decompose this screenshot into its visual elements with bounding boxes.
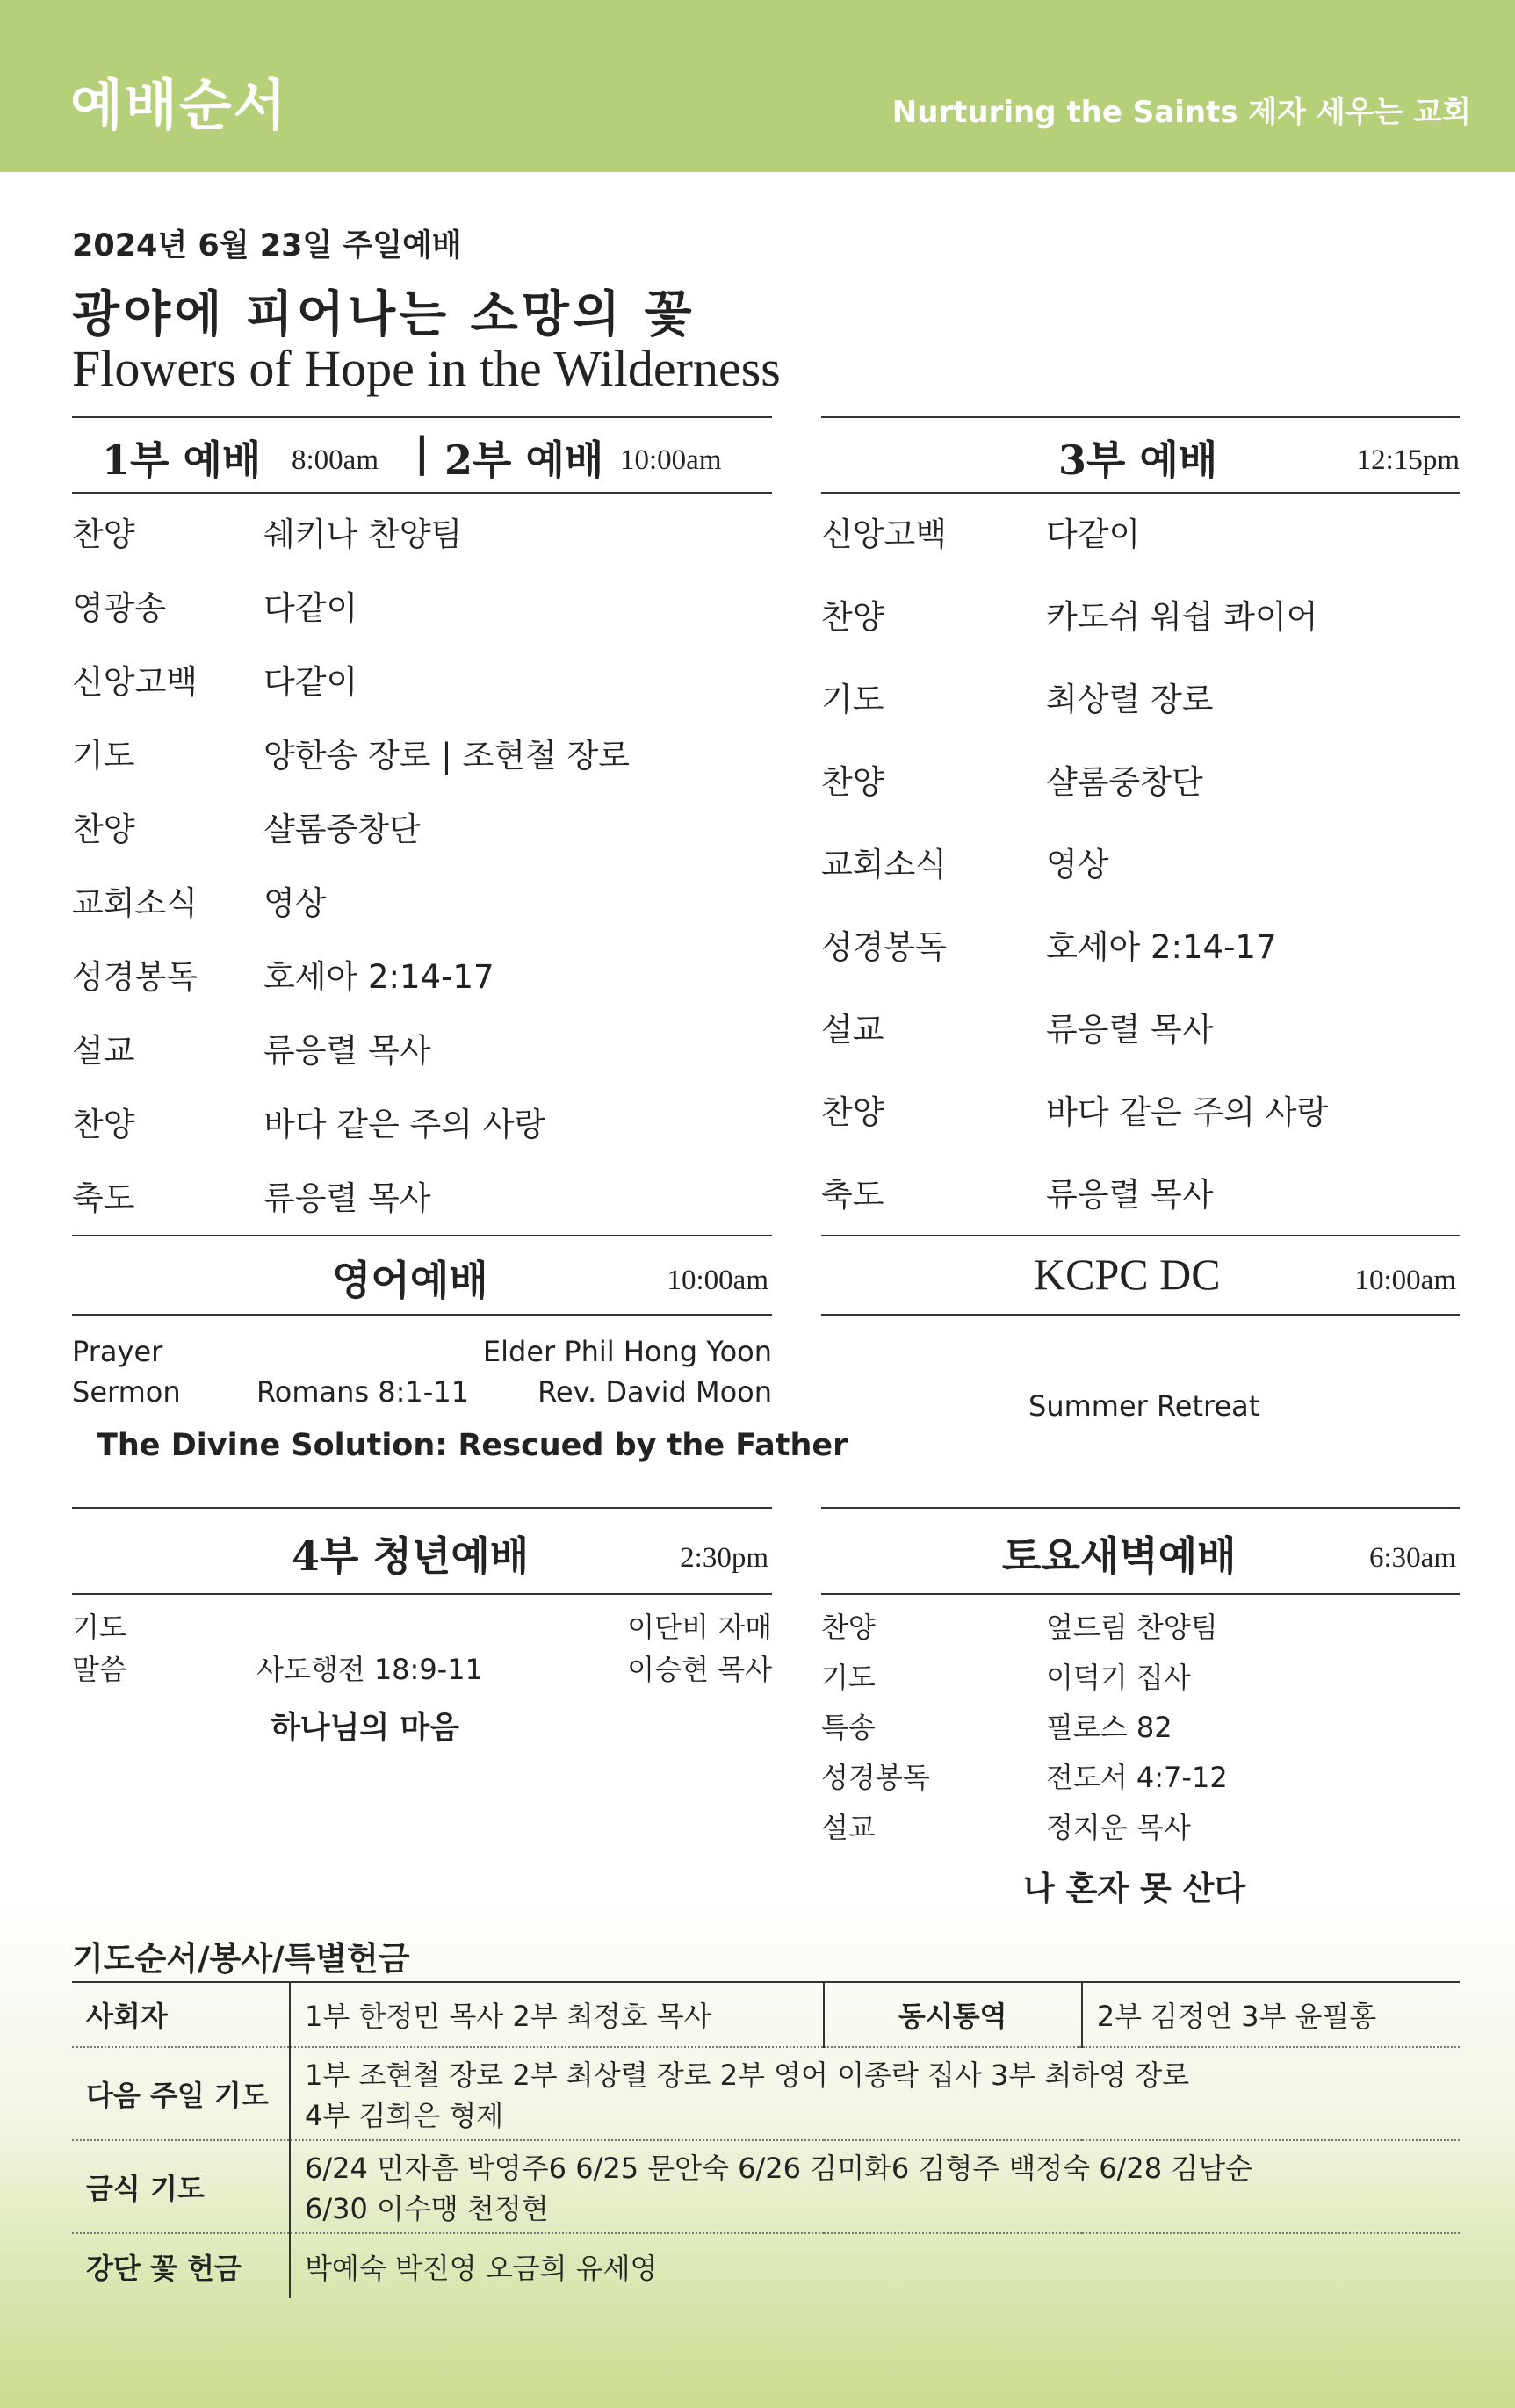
item-value: 류응렬 목사 [263, 1179, 431, 1217]
item-value: 샬롬중창단 [263, 811, 421, 848]
dawn-item-label: 기도 [821, 1661, 876, 1694]
item-label: 찬양 [821, 1093, 884, 1131]
dawn-service-name: 토요새벽예배 [1002, 1532, 1237, 1580]
sermon-title-en: Flowers of Hope in the Wilderness [72, 340, 781, 397]
dawn-item-label: 찬양 [821, 1611, 876, 1644]
item-value: 다같이 [1046, 515, 1141, 553]
youth-sermon-title: 하나님의 마음 [271, 1711, 460, 1746]
item-label: 축도 [821, 1176, 884, 1214]
service-1-time: 8:00am [292, 444, 379, 476]
youth-service-time: 2:30pm [680, 1542, 768, 1574]
youth-word-value: 이승현 목사 [627, 1653, 772, 1686]
dawn-service-header [821, 1507, 1460, 1595]
item-label: 찬양 [821, 598, 884, 636]
english-prayer-label: Prayer [72, 1335, 163, 1368]
kcpc-note: Summer Retreat [1028, 1389, 1260, 1423]
item-value: 최상렬 장로 [1046, 681, 1214, 718]
table-row [72, 1982, 1460, 2047]
table-row [72, 2047, 1460, 2140]
english-prayer-value: Elder Phil Hong Yoon [482, 1335, 772, 1368]
item-value: 다같이 [263, 589, 358, 627]
service-1-name: 1부 예배 [102, 436, 262, 484]
dawn-item-label: 특송 [821, 1711, 876, 1744]
english-sermon-value: Rev. David Moon [537, 1375, 772, 1409]
youth-word-passage: 사도행전 18:9-11 [256, 1653, 483, 1686]
item-label: 영광송 [72, 589, 167, 627]
english-service-header [72, 1235, 772, 1316]
youth-word-label: 말씀 [72, 1653, 126, 1686]
youth-service-header [72, 1507, 772, 1595]
dawn-item-value: 전도서 4:7-12 [1046, 1761, 1228, 1794]
item-label: 찬양 [821, 763, 884, 801]
item-value: 류응렬 목사 [1046, 1011, 1214, 1049]
item-label: 성경봉독 [72, 958, 198, 996]
duty-table [72, 1981, 1460, 2298]
item-label: 신앙고백 [821, 515, 947, 553]
item-label: 성경봉독 [821, 928, 947, 966]
service-3-header [821, 416, 1460, 494]
duty-title: 기도순서/봉사/특별헌금 [72, 1940, 410, 1978]
item-label: 축도 [72, 1179, 135, 1217]
mc-label: 사회자 [72, 1982, 290, 2047]
item-label: 신앙고백 [72, 663, 198, 701]
kcpc-header [821, 1235, 1460, 1316]
next-prayer-line: 1부 조현철 장로 2부 최상렬 장로 2부 영어 이종락 집사 3부 최하영 장로 [305, 2058, 1190, 2092]
item-value: 류응렬 목사 [263, 1032, 431, 1070]
dawn-sermon-title: 나 혼자 못 산다 [1023, 1870, 1246, 1907]
service-3-name: 3부 예배 [1058, 436, 1218, 484]
item-label: 찬양 [72, 515, 135, 553]
item-value: 호세아 2:14-17 [1046, 928, 1277, 966]
item-value: 양한송 장로 | 조현철 장로 [263, 737, 630, 775]
item-label: 교회소식 [821, 846, 947, 883]
english-service-name: 영어예배 [332, 1257, 488, 1304]
next-prayer-value [290, 2047, 1460, 2140]
youth-prayer-label: 기도 [72, 1611, 126, 1644]
fasting-prayer-value [290, 2140, 1460, 2233]
english-sermon-title: The Divine Solution: Rescued by the Father [97, 1428, 848, 1463]
next-prayer-line: 4부 김희은 형제 [305, 2099, 504, 2132]
item-value: 호세아 2:14-17 [263, 958, 494, 996]
dawn-item-value: 엎드림 찬양팀 [1046, 1611, 1218, 1644]
dawn-item-value: 필로스 82 [1046, 1711, 1172, 1744]
sermon-title-ko: 광야에 피어나는 소망의 꽃 [72, 285, 696, 343]
header-tagline: Nurturing the Saints 제자 세우는 교회 [891, 95, 1471, 130]
fasting-prayer-label: 금식 기도 [72, 2140, 290, 2233]
service-2-time: 10:00am [620, 444, 722, 476]
item-value: 쉐키나 찬양팀 [263, 515, 463, 553]
item-label: 설교 [72, 1032, 135, 1070]
item-value: 다같이 [263, 663, 358, 701]
item-value: 류응렬 목사 [1046, 1176, 1214, 1214]
service-1-2-section [72, 416, 772, 1224]
item-label: 기도 [72, 737, 135, 775]
dawn-item-value: 정지운 목사 [1046, 1811, 1191, 1844]
item-value: 바다 같은 주의 사랑 [1046, 1093, 1329, 1131]
kcpc-name: KCPC DC [1034, 1250, 1221, 1299]
item-label: 찬양 [72, 1106, 135, 1143]
item-label: 설교 [821, 1011, 884, 1049]
service-2-name: 2부 예배 [444, 436, 604, 484]
item-label: 교회소식 [72, 884, 198, 922]
item-value: 영상 [263, 884, 327, 922]
dawn-service-section [821, 1507, 1460, 1911]
service-date: 2024년 6월 23일 주일예배 [72, 228, 462, 263]
table-row [72, 2233, 1460, 2298]
service-3-section [821, 416, 1460, 1224]
item-label: 찬양 [72, 811, 135, 848]
flower-offering-value: 박예숙 박진영 오금희 유세영 [305, 2251, 658, 2285]
english-service-time: 10:00am [667, 1265, 768, 1296]
dawn-item-value: 이덕기 집사 [1046, 1661, 1191, 1694]
header-bar [0, 0, 1515, 172]
english-sermon-label: Sermon [72, 1375, 181, 1409]
english-service-section [72, 1235, 848, 1489]
dawn-service-time: 6:30am [1369, 1542, 1456, 1574]
youth-service-section [72, 1507, 772, 1762]
kcpc-section [821, 1235, 1460, 1489]
service-3-time: 12:15pm [1356, 444, 1460, 476]
item-value: 바다 같은 주의 사랑 [263, 1106, 546, 1143]
fasting-prayer-line: 6/24 민자흠 박영주6 6/25 문안숙 6/26 김미화6 김형주 백정숙 6/28 김남순 [305, 2152, 1253, 2185]
header-title: 예배순서 [70, 73, 288, 137]
table-row [72, 2140, 1460, 2233]
fasting-prayer-line: 6/30 이수맹 천정현 [305, 2192, 549, 2225]
dawn-item-label: 성경봉독 [821, 1761, 930, 1794]
flower-offering-label: 강단 꽃 헌금 [72, 2233, 290, 2298]
service-divider: | [415, 429, 429, 476]
service-1-2-header [72, 416, 772, 494]
item-label: 기도 [821, 681, 884, 718]
item-value: 샬롬중창단 [1046, 763, 1203, 801]
mc-value: 1부 한정민 목사 2부 최정호 목사 [290, 1982, 824, 2047]
youth-prayer-value: 이단비 자매 [627, 1611, 772, 1644]
item-value: 영상 [1046, 846, 1109, 883]
item-value: 카도쉬 워쉽 콰이어 [1046, 598, 1318, 636]
next-prayer-label: 다음 주일 기도 [72, 2047, 290, 2140]
youth-service-name: 4부 청년예배 [292, 1532, 530, 1580]
interp-label: 동시통역 [824, 1982, 1082, 2047]
kcpc-time: 10:00am [1354, 1265, 1456, 1296]
dawn-item-label: 설교 [821, 1811, 876, 1844]
english-sermon-passage: Romans 8:1-11 [256, 1375, 470, 1409]
interp-value: 2부 김정연 3부 윤필홍 [1082, 1982, 1460, 2047]
